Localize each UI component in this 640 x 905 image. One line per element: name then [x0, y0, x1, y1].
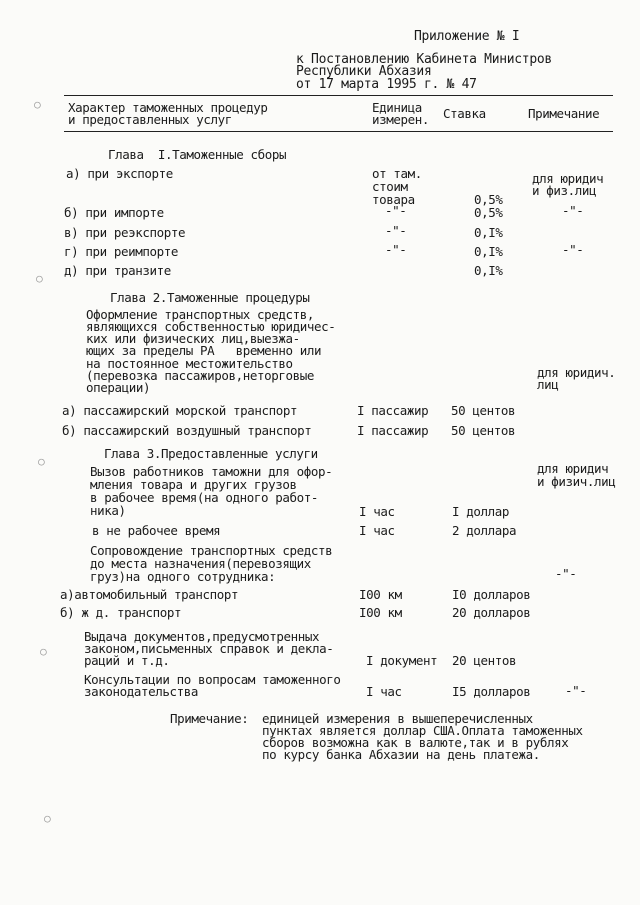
ch3-call-1: Вызов работников таможни для офор-: [90, 464, 333, 479]
ch1-transit: д) при транзите: [64, 263, 171, 278]
ch1-reimport-unit: -"-: [385, 242, 407, 257]
col-procedures-header-2: и предоставленных услуг: [68, 112, 232, 127]
punch-mark: ○: [36, 454, 46, 469]
punch-mark: ○: [32, 97, 42, 112]
ch3-consult-1: Консультации по вопросам таможенного: [84, 672, 341, 687]
ch2-air-transport: б) пассажирский воздушный транспорт: [62, 423, 312, 438]
ch2-intro-6: (перевозка пассажиров,неторговые: [86, 368, 315, 383]
ch3-escort-3: груз)на одного сотрудника:: [90, 569, 276, 584]
footnote-line-4: по курсу банка Абхазии на день платежа.: [262, 747, 540, 762]
ch2-intro-4: ющих за пределы РА временно или: [86, 343, 322, 358]
ch3-docs-3: раций и т.д.: [84, 653, 170, 668]
ch3-consult-unit: I час: [366, 684, 402, 699]
ch3-docs-2: законом,письменных справок и декла-: [84, 641, 334, 656]
annex-date: от 17 марта 1995 г. № 47: [296, 77, 477, 92]
ch1-export-note-2: и физ.лиц: [532, 183, 597, 198]
ch3-call-rate: I доллар: [452, 504, 510, 519]
ch2-sea-transport: а) пассажирский морской транспорт: [62, 403, 298, 418]
ch2-intro-1: Оформление транспортных средств,: [86, 307, 315, 322]
ch1-reimport-rate: 0,I%: [474, 244, 503, 259]
ch2-note-1: для юридич.: [537, 365, 616, 380]
ch1-reexport-unit: -"-: [385, 223, 407, 238]
footnote-line-3: сборов возможна как в валюте,так и в рублях: [262, 735, 569, 750]
col-note-header: Примечание: [528, 106, 600, 121]
ch1-reimport-note: -"-: [562, 242, 584, 257]
ch1-transit-rate: 0,I%: [474, 263, 503, 278]
col-procedures-header: Характер таможенных процедур: [68, 100, 268, 115]
ch2-intro-3: ких или физических лиц,выезжа-: [86, 331, 300, 346]
ch3-call-note-1: для юридич: [537, 461, 609, 476]
col-unit-header-2: измерен.: [372, 112, 430, 127]
punch-mark: ○: [38, 644, 48, 659]
ch3-escort-1: Сопровождение транспортных средств: [90, 543, 333, 558]
ch3-rail-transport: б) ж д. транспорт: [60, 605, 182, 620]
ch3-auto-transport: а)автомобильный транспорт: [60, 587, 239, 602]
ch2-sea-unit: I пассажир: [357, 403, 429, 418]
footnote-label: Примечание:: [170, 711, 249, 726]
ch2-sea-rate: 50 центов: [451, 403, 516, 418]
ch3-offhours-unit: I час: [359, 523, 395, 538]
ch3-call-unit: I час: [359, 504, 395, 519]
footnote-line-1: единицей измерения в вышеперечисленных: [262, 711, 533, 726]
ch1-export-rate: 0,5%: [474, 192, 503, 207]
ch3-docs-unit: I документ: [366, 653, 438, 668]
ch1-import: б) при импорте: [64, 205, 164, 220]
punch-mark: ○: [34, 271, 44, 286]
ch3-offhours-rate: 2 доллара: [452, 523, 517, 538]
punch-mark: ○: [42, 811, 52, 826]
ch1-export-unit-3: товара: [372, 192, 415, 207]
ch1-import-rate: 0,5%: [474, 205, 503, 220]
ch3-auto-rate: I0 долларов: [452, 587, 531, 602]
ch3-consult-note: -"-: [565, 683, 587, 698]
ch3-escort-2: до места назначения(перевозящих: [90, 556, 311, 571]
chapter-2-title: Глава 2.Таможенные процедуры: [110, 290, 310, 305]
ch1-export: а) при экспорте: [66, 166, 173, 181]
ch1-export-note-1: для юридич: [532, 171, 604, 186]
ch3-call-2: мления товара и других грузов: [90, 477, 297, 492]
ch3-auto-unit: I00 км: [359, 587, 402, 602]
ch3-call-note-2: и физич.лиц: [537, 474, 616, 489]
ch2-intro-5: на постоянное местожительство: [86, 356, 293, 371]
table-header-rule: [64, 131, 613, 132]
ch3-rail-unit: I00 км: [359, 605, 402, 620]
ch2-intro-2: являющихся собственностью юридичес-: [86, 319, 336, 334]
col-rate-header: Ставка: [443, 106, 486, 121]
ch3-consult-rate: I5 долларов: [452, 684, 531, 699]
ch2-air-rate: 50 центов: [451, 423, 516, 438]
chapter-1-title: Глава I.Таможенные сборы: [108, 147, 287, 162]
annex-republic: Республики Абхазия: [296, 64, 432, 79]
annex-resolution: к Постановлению Кабинета Министров: [296, 52, 552, 67]
ch3-call-4: ника): [90, 503, 126, 518]
ch1-reimport: г) при реимпорте: [64, 244, 179, 259]
ch3-consult-2: законодательства: [84, 684, 199, 699]
ch1-import-unit: -"-: [385, 203, 407, 218]
col-unit-header: Единица: [372, 100, 422, 115]
chapter-3-title: Глава 3.Предоставленные услуги: [104, 446, 318, 461]
ch1-reexport: в) при реэкспорте: [64, 225, 186, 240]
ch3-offhours: в не рабочее время: [92, 523, 221, 538]
ch1-reexport-rate: 0,I%: [474, 225, 503, 240]
ch2-air-unit: I пассажир: [357, 423, 429, 438]
ch1-import-note: -"-: [562, 203, 584, 218]
ch3-docs-rate: 20 центов: [452, 653, 517, 668]
ch1-export-unit-1: от там.: [372, 166, 422, 181]
footnote-line-2: пунктах является доллар США.Оплата таможенных: [262, 723, 583, 738]
annex-number: Приложение № I: [414, 29, 520, 44]
ch3-docs-1: Выдача документов,предусмотренных: [84, 629, 320, 644]
ch2-note-2: лиц: [537, 377, 559, 392]
ch2-intro-7: операции): [86, 380, 151, 395]
ch3-escort-note: -"-: [555, 566, 577, 581]
table-top-rule: [64, 95, 613, 96]
ch3-call-3: в рабочее время(на одного работ-: [90, 490, 319, 505]
ch1-export-unit-2: стоим: [372, 179, 408, 194]
ch3-rail-rate: 20 долларов: [452, 605, 531, 620]
